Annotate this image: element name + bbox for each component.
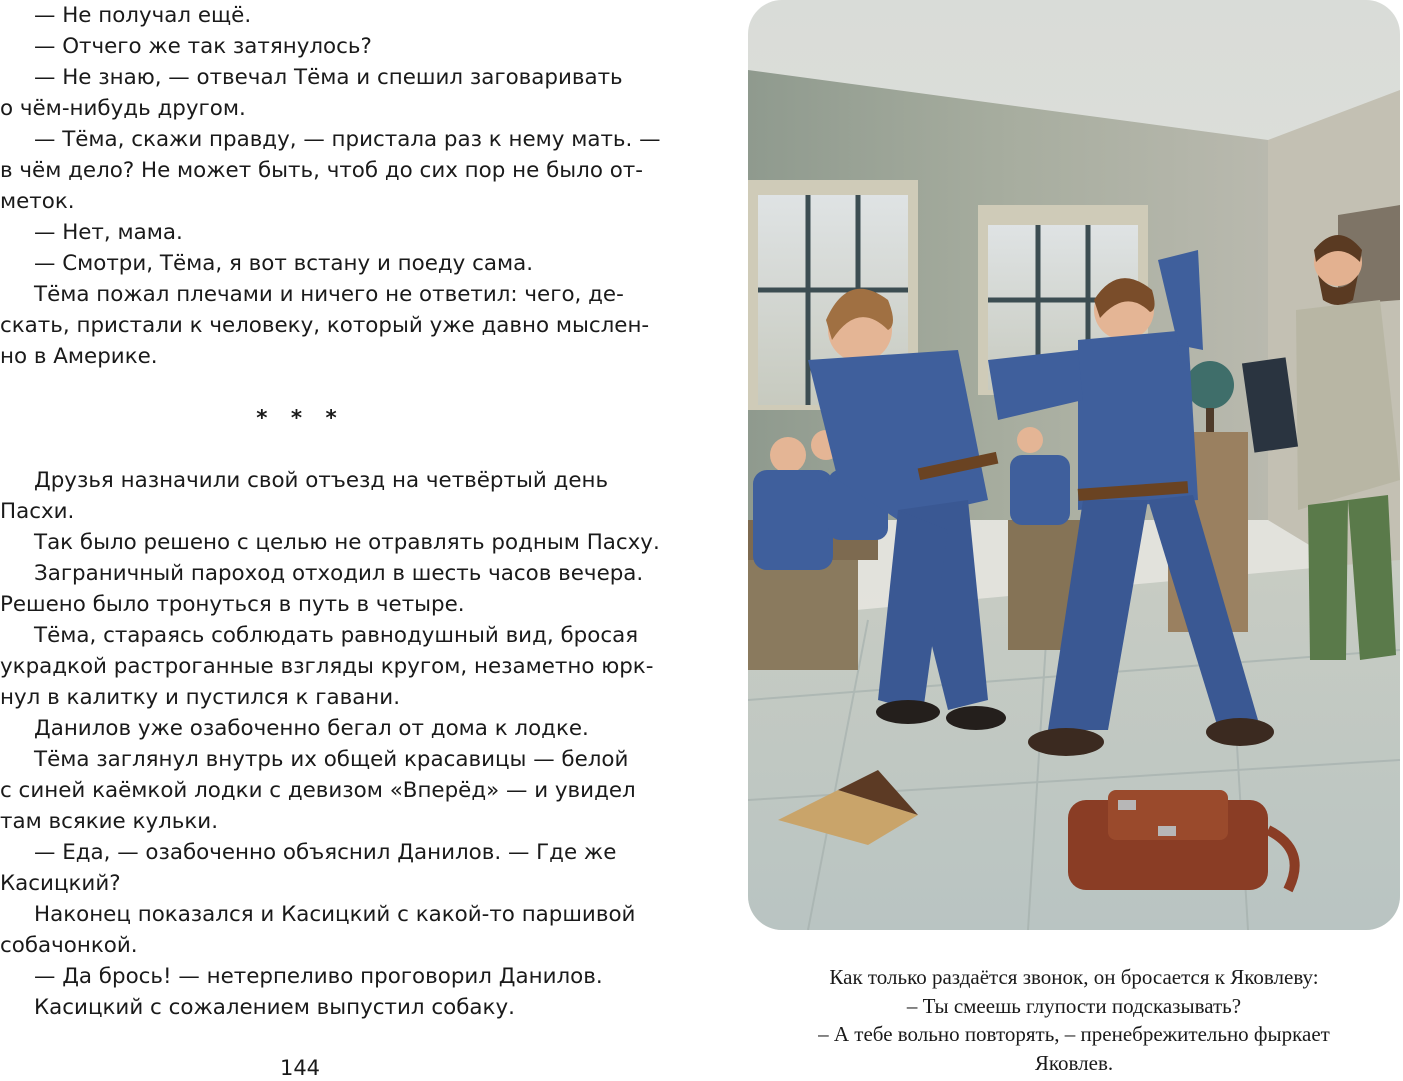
- text-line: скать, пристали к человеку, который уже давно мыслен-: [0, 313, 650, 338]
- text-line: — Тёма, скажи правду, — пристала раз к нему мать. —: [34, 127, 661, 152]
- text-line: Так было решено с целью не отравлять родным Пасху.: [34, 530, 660, 555]
- text-line: Друзья назначили свой отъезд на четвёртый день: [34, 468, 609, 493]
- text-line: о чём-нибудь другом.: [0, 96, 246, 121]
- text-line: в чём дело? Не может быть, чтоб до сих пор не было от-: [0, 158, 643, 183]
- text-line: Решено было тронуться в путь в четыре.: [0, 592, 465, 617]
- text-line: но в Америке.: [0, 344, 158, 369]
- text-line: там всякие кульки.: [0, 809, 219, 834]
- text-line: Пасхи.: [0, 499, 75, 524]
- caption-line: – А тебе вольно повторять, – пренебрежительно фыркает: [818, 1022, 1330, 1046]
- text-line: — Да брось! — нетерпеливо проговорил Данилов.: [34, 964, 603, 989]
- text-line: Касицкий с сожалением выпустил собаку.: [34, 995, 515, 1020]
- illustration-caption: [748, 963, 1400, 1077]
- caption-line: Яковлев.: [1034, 1050, 1114, 1075]
- text-line: Наконец показался и Касицкий с какой-то паршивой: [34, 902, 636, 927]
- text-line: — Еда, — озабоченно объяснил Данилов. — Где же: [34, 840, 617, 865]
- caption-line: Как только раздаётся звонок, он бросается к Яковлеву:: [829, 965, 1319, 989]
- caption-line: – Ты смеешь глупости подсказывать?: [906, 993, 1242, 1018]
- text-line: — Отчего же так затянулось?: [34, 34, 372, 59]
- text-line: Тёма пожал плечами и ничего не ответил: чего, де-: [34, 282, 624, 307]
- page-number: 144: [279, 1056, 321, 1080]
- text-line: — Не получал ещё.: [34, 3, 252, 28]
- section-separator: * * *: [256, 406, 345, 431]
- text-line: Тёма, стараясь соблюдать равнодушный вид, бросая: [34, 623, 639, 648]
- text-line: — Нет, мама.: [34, 220, 183, 245]
- text-line: нул в калитку и пустился к гавани.: [0, 685, 400, 710]
- text-line: — Смотри, Тёма, я вот встану и поеду сама.: [34, 251, 534, 276]
- text-line: с синей каёмкой лодки с девизом «Вперёд» — и увидел: [0, 778, 636, 803]
- text-line: — Не знаю, — отвечал Тёма и спешил заговаривать: [34, 65, 623, 90]
- text-line: Касицкий?: [0, 871, 121, 896]
- text-line: Тёма заглянул внутрь их общей красавицы — белой: [34, 747, 629, 772]
- left-text-column: [0, 0, 661, 1023]
- text-line: Данилов уже озабоченно бегал от дома к лодке.: [34, 716, 589, 741]
- text-line: собачонкой.: [0, 933, 138, 958]
- classroom-illustration: [748, 0, 1400, 930]
- text-line: украдкой растроганные взгляды кругом, незаметно юрк-: [0, 654, 654, 679]
- text-line: меток.: [0, 189, 75, 214]
- text-line: Заграничный пароход отходил в шесть часов вечера.: [34, 561, 644, 586]
